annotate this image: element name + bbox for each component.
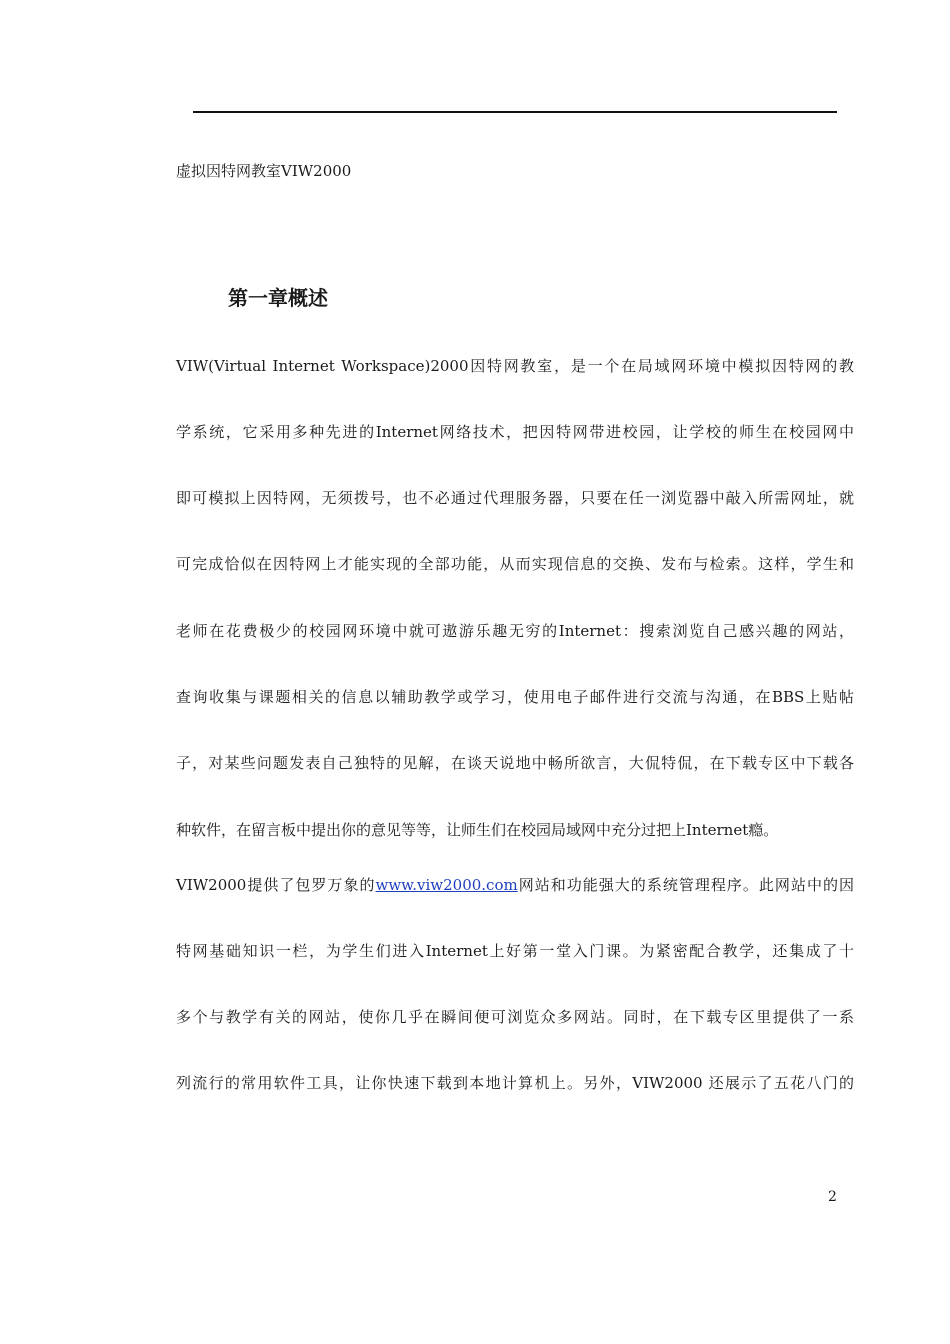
chapter-heading: 第一章概述 bbox=[228, 286, 328, 310]
paragraph-line: 多个与教学有关的网站，使你几乎在瞬间便可浏览众多网站。同时，在下载专区里提供了一系 bbox=[176, 1008, 854, 1026]
website-link[interactable]: www.viw2000.com bbox=[375, 876, 518, 894]
paragraph-line: VIW(Virtual Internet Workspace)2000因特网教室，是一个在局域网环境中模拟因特网的教 bbox=[176, 357, 854, 375]
link-line-after: 网站和功能强大的系统管理程序。此网站中的因 bbox=[517, 876, 854, 894]
paragraph-line: 可完成恰似在因特网上才能实现的全部功能，从而实现信息的交换、发布与检索。这样，学生和 bbox=[176, 555, 854, 573]
page-number: 2 bbox=[828, 1189, 837, 1205]
paragraph-line-with-link bbox=[176, 874, 854, 896]
paragraph-line: 子，对某些问题发表自己独特的见解，在谈天说地中畅所欲言，大侃特侃，在下载专区中下载各 bbox=[176, 754, 854, 772]
paragraph-line: 即可模拟上因特网，无须拨号，也不必通过代理服务器，只要在任一浏览器中敲入所需网址，就 bbox=[176, 489, 854, 507]
paragraph-line: 列流行的常用软件工具，让你快速下载到本地计算机上。另外，VIW2000 还展示了五花八门的 bbox=[176, 1074, 854, 1092]
paragraph-line: 老师在花费极少的校园网环境中就可遨游乐趣无穷的Internet：搜索浏览自己感兴趣的网站， bbox=[176, 622, 854, 640]
paragraph-line: 特网基础知识一栏，为学生们进入Internet上好第一堂入门课。为紧密配合教学，还集成了十 bbox=[176, 942, 854, 960]
link-line-before: VIW2000提供了包罗万象的 bbox=[176, 876, 376, 894]
paragraph-line: 种软件，在留言板中提出你的意见等等，让师生们在校园局域网中充分过把上Internet瘾。 bbox=[176, 821, 779, 839]
paragraph-line: 查询收集与课题相关的信息以辅助教学或学习，使用电子邮件进行交流与沟通，在BBS上贴帖 bbox=[176, 688, 854, 706]
header-rule bbox=[193, 111, 837, 113]
document-title: 虚拟因特网教室VIW2000 bbox=[176, 162, 352, 180]
paragraph-line: 学系统，它采用多种先进的Internet网络技术，把因特网带进校园，让学校的师生在校园网中 bbox=[176, 423, 854, 441]
